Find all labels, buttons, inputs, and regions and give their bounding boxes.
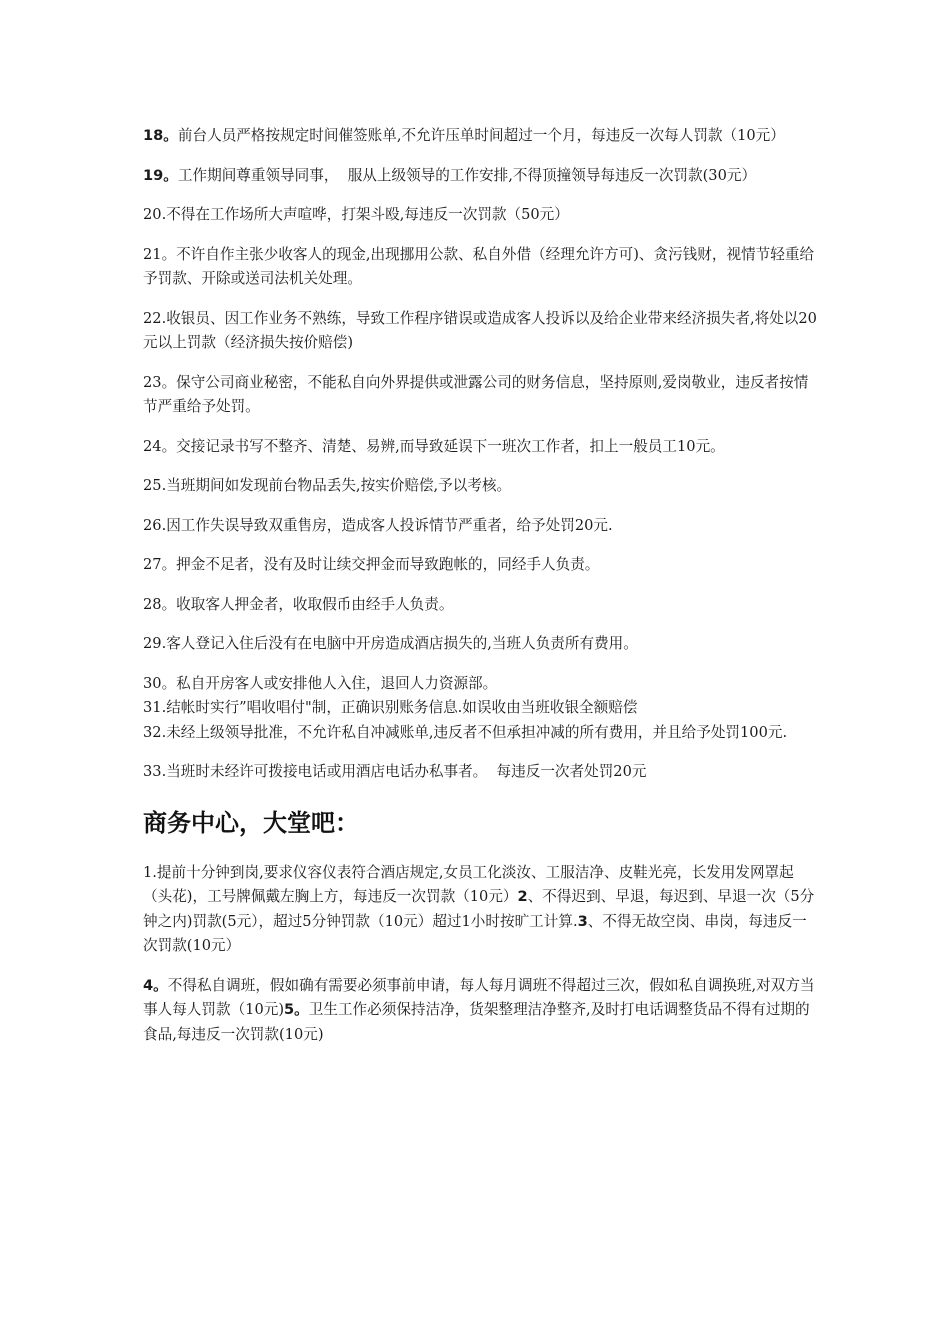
rule-text: 1.提前十分钟到岗,要求仪容仪表符合酒店规定,女员工化淡汝、工服洁净、皮鞋光亮，长发用发网罩起（头花)，工号牌佩戴左胸上方，每违反一次罚款（10元）: [143, 863, 794, 905]
rule-number: 2: [517, 888, 528, 905]
rule-number: 19。: [143, 166, 178, 184]
rule-number: 3: [577, 912, 588, 930]
rule-text: 、不得迟到、早退，每迟到、早退一次（5分钟之内)罚款(5元），超过5分钟罚款（10元）超过1小时按旷工计算.: [143, 888, 815, 930]
rule-28: 28。收取客人押金者，收取假币由经手人负责。: [143, 595, 454, 613]
business-paragraph-2: [143, 974, 818, 1048]
rule-text: 前台人员严格按规定时间催签账单,不允许压单时间超过一个月，每违反一次每人罚款（10元）: [177, 127, 785, 144]
rule-20: 20.不得在工作场所大声喧哗，打架斗殴,每违反一次罚款（50元）: [143, 206, 569, 223]
rule-text: 卫生工作必须保持洁净，货架整理洁净整齐,及时打电话调整货品不得有过期的食品,每违反一次罚款(10元): [143, 1001, 810, 1043]
rule-number: 18。: [143, 127, 178, 144]
business-paragraph-1: [143, 861, 818, 959]
rule-21: 21。不许自作主张少收客人的现金,出现挪用公款、私自外借（经理允许方可)、贪污钱财，视情节轻重给予罚款、开除或送司法机关处理。: [143, 245, 815, 287]
rule-text: 工作期间尊重领导同事， 服从上级领导的工作安排,不得顶撞领导每违反一次罚款(30元）: [177, 166, 757, 184]
rule-23: 23。保守公司商业秘密，不能私自向外界提供或泄露公司的财务信息，坚持原则,爱岗敬业，违反者按情节严重给予处罚。: [143, 373, 809, 415]
rule-number: 4。: [143, 976, 168, 994]
rule-text: 、不得无故空岗、串岗，每违反一次罚款(10元）: [143, 912, 807, 954]
rule-26: 26.因工作失误导致双重售房，造成客人投诉情节严重者，给予处罚20元.: [143, 516, 613, 534]
rule-22: 22.收银员、因工作业务不熟练，导致工作程序错误或造成客人投诉以及给企业带来经济损失者,将处以20元以上罚款（经济损失按价赔偿): [143, 309, 817, 351]
rule-30: 30。私自开房客人或安排他人入住，退回人力资源部。: [143, 674, 498, 692]
rule-31: 31.结帐时实行”唱收唱付"制，正确识别账务信息.如误收由当班收银全额赔偿: [143, 699, 638, 716]
section-heading: 商务中心，大堂吧：: [143, 808, 359, 837]
rule-24: 24。交接记录书写不整齐、清楚、易辨,而导致延误下一班次工作者，扣上一般员工10元。: [143, 437, 725, 455]
rule-33: 33.当班时未经许可拨接电话或用酒店电话办私事者。 每违反一次者处罚20元: [143, 763, 647, 780]
rule-number: 5。: [284, 1001, 309, 1018]
rule-18: [143, 124, 818, 149]
rule-25: 25.当班期间如发现前台物品丢失,按实价赔偿,予以考核。: [143, 477, 512, 494]
document-page: [143, 124, 818, 1062]
rule-text: 不得私自调班，假如确有需要必须事前申请，每人每月调班不得超过三次，假如私自调换班,对双方当事人每人罚款（10元): [143, 976, 815, 1018]
rule-29: 29.客人登记入住后没有在电脑中开房造成酒店损失的,当班人负责所有费用。: [143, 635, 638, 652]
rule-32: 32.未经上级领导批准，不允许私自冲减账单,违反者不但承担冲减的所有费用，并且给予处罚100元.: [143, 723, 788, 741]
rule-27: 27。押金不足者，没有及时让续交押金而导致跑帐的，同经手人负责。: [143, 556, 600, 573]
rule-19: [143, 164, 818, 189]
